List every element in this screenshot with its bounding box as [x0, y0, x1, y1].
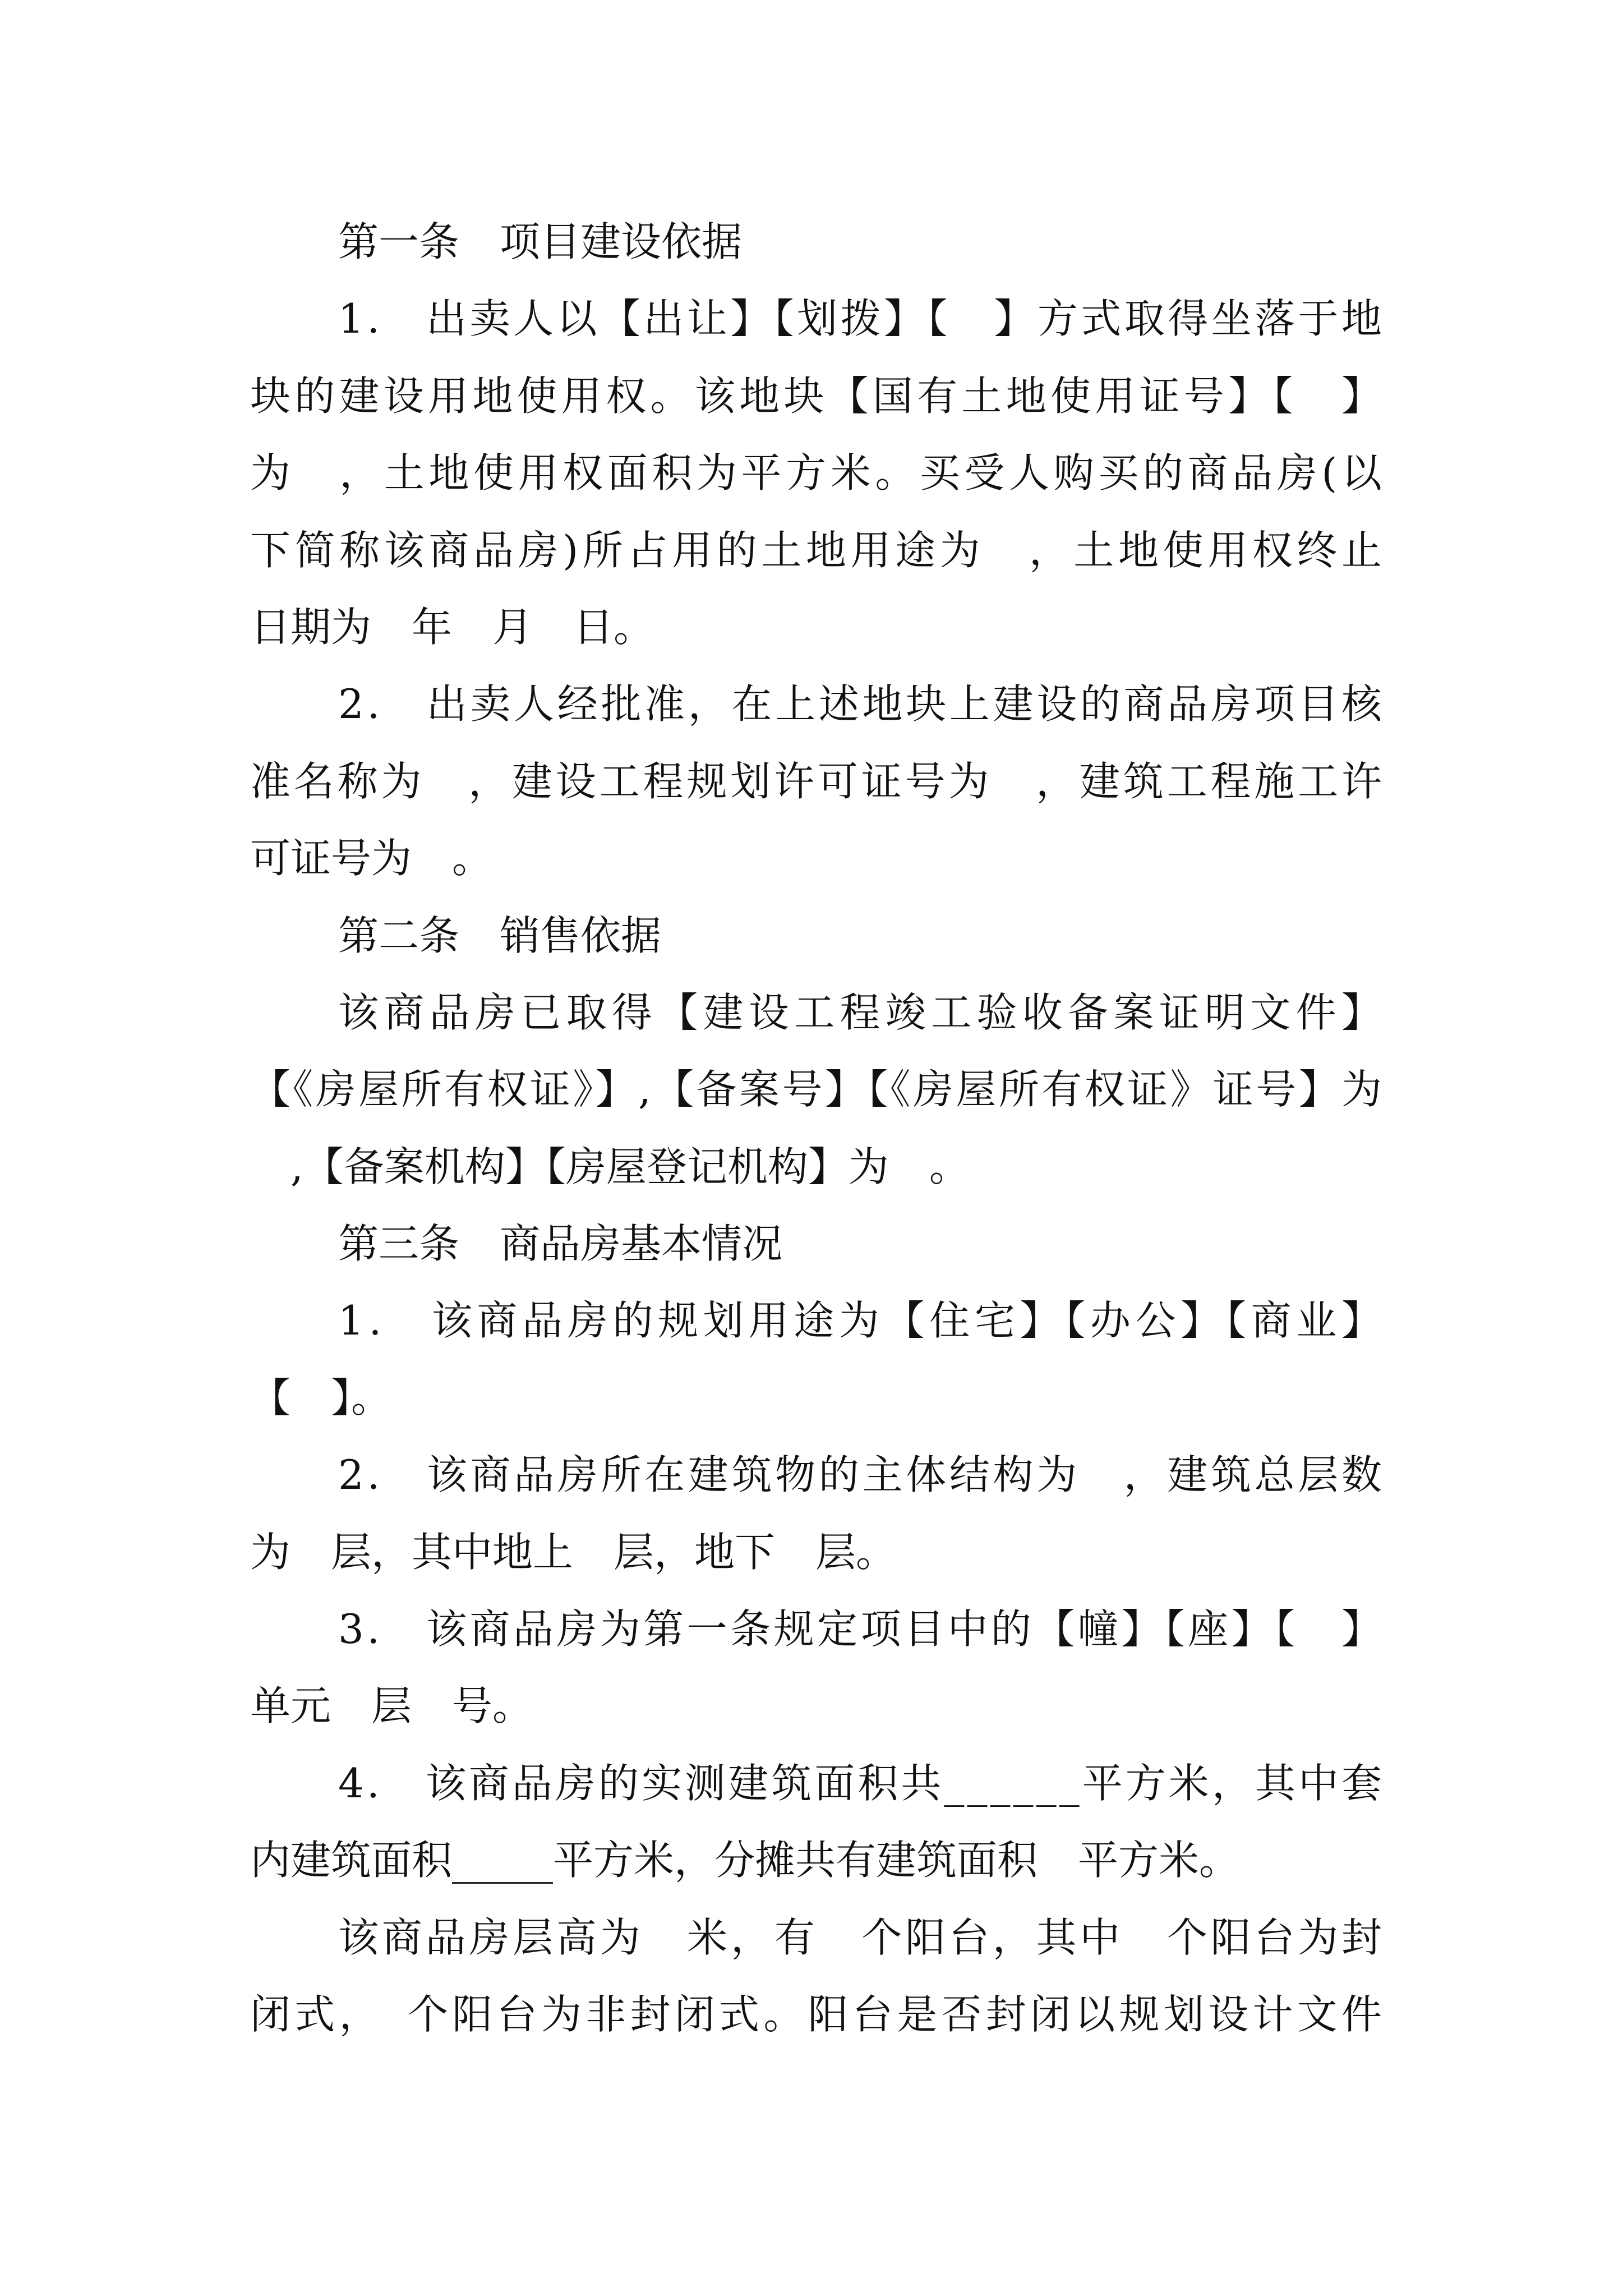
paragraph-line	[250, 358, 1386, 435]
clause-paragraph	[250, 666, 1385, 897]
clause-paragraph	[250, 1591, 1385, 1745]
paragraph-line	[250, 1899, 1385, 1976]
article-heading	[250, 898, 1382, 974]
paragraph-line-text: 2. 该商品房所在建筑物的主体结构为 ，建筑总层数	[338, 1451, 1385, 1499]
paragraph-line	[250, 1437, 1385, 1513]
paragraph-line	[250, 974, 1387, 1051]
paragraph-line	[250, 280, 1385, 357]
paragraph-line	[250, 1282, 1387, 1359]
paragraph-line-text: 2. 出卖人经批准，在上述地块上建设的商品房项目核	[338, 680, 1385, 728]
paragraph-line-text: ,【备案机构】【房屋登记机构】为 。	[250, 1143, 970, 1190]
paragraph-line	[250, 1745, 1385, 1822]
article-heading-text: 第二条 销售依据	[338, 912, 662, 959]
paragraph-line	[250, 666, 1385, 743]
paragraph-line	[250, 512, 1386, 589]
paragraph-line	[250, 1360, 1382, 1437]
clause-paragraph	[250, 974, 1387, 1205]
paragraph-line	[250, 1051, 1385, 1128]
paragraph-line-text: 1. 出卖人以【出让】【划拨】【 】方式取得坐落于地	[338, 295, 1385, 343]
paragraph-line	[250, 1129, 1382, 1205]
paragraph-line-text: 3. 该商品房为第一条规定项目中的【幢】【座】【 】	[338, 1605, 1385, 1653]
article-heading-text: 第一条 项目建设依据	[338, 218, 743, 265]
article-one-heading	[250, 204, 1382, 280]
paragraph-line-text: 内建筑面积_____平方米，分摊共有建筑面积 平方米。	[250, 1837, 1240, 1884]
article-heading	[250, 204, 1382, 280]
paragraph-line	[250, 1976, 1386, 2053]
paragraph-line-text: 4. 该商品房的实测建筑面积共______平方米，其中套	[338, 1759, 1385, 1807]
paragraph-line	[250, 743, 1385, 820]
article-two-heading	[250, 898, 1382, 974]
paragraph-line	[250, 1591, 1385, 1668]
clause-paragraph	[250, 280, 1386, 666]
clause-paragraph	[250, 1437, 1385, 1591]
paragraph-line-text: 单元 层 号。	[250, 1682, 533, 1730]
paragraph-line-text: 准名称为 ，建设工程规划许可证号为 ，建筑工程施工许	[250, 757, 1385, 805]
clause-paragraph	[250, 1282, 1387, 1437]
paragraph-line-text: 为 层，其中地上 层，地下 层。	[250, 1528, 897, 1576]
paragraph-line	[250, 1668, 1382, 1745]
paragraph-line-text: 该商品房层高为 米，有 个阳台，其中 个阳台为封	[338, 1913, 1385, 1961]
paragraph-line-text: 日期为 年 月 日。	[250, 603, 654, 651]
clause-paragraph	[250, 1899, 1386, 2054]
paragraph-line-text: 可证号为 。	[250, 835, 493, 882]
paragraph-line	[250, 820, 1382, 897]
paragraph-line	[250, 1822, 1382, 1899]
paragraph-line-text: 【《房屋所有权证》】,【备案号】【《房屋所有权证》证号】为	[250, 1066, 1385, 1114]
paragraph-line-text: 该商品房已取得【建设工程竣工验收备案证明文件】	[338, 988, 1387, 1036]
paragraph-line-text: 为 ，土地使用权面积为平方米。买受人购买的商品房(以	[250, 449, 1386, 497]
paragraph-line-text: 闭式， 个阳台为非封闭式。阳台是否封闭以规划设计文件	[250, 1990, 1386, 2038]
paragraph-line-text: 【 】。	[250, 1374, 392, 1421]
article-three-heading	[250, 1205, 1382, 1282]
clause-paragraph	[250, 1745, 1385, 1899]
paragraph-line	[250, 1514, 1382, 1591]
article-heading-text: 第三条 商品房基本情况	[338, 1220, 783, 1268]
article-heading	[250, 1205, 1382, 1282]
paragraph-line-text: 下简称该商品房)所占用的土地用途为 ，土地使用权终止	[250, 526, 1386, 574]
paragraph-line	[250, 435, 1386, 512]
paragraph-line-text: 1. 该商品房的规划用途为【住宅】【办公】【商业】	[338, 1297, 1387, 1345]
paragraph-line	[250, 589, 1382, 666]
paragraph-line-text: 块的建设用地使用权。该地块【国有土地使用证号】【 】	[250, 372, 1386, 420]
document-page	[250, 204, 1387, 2053]
